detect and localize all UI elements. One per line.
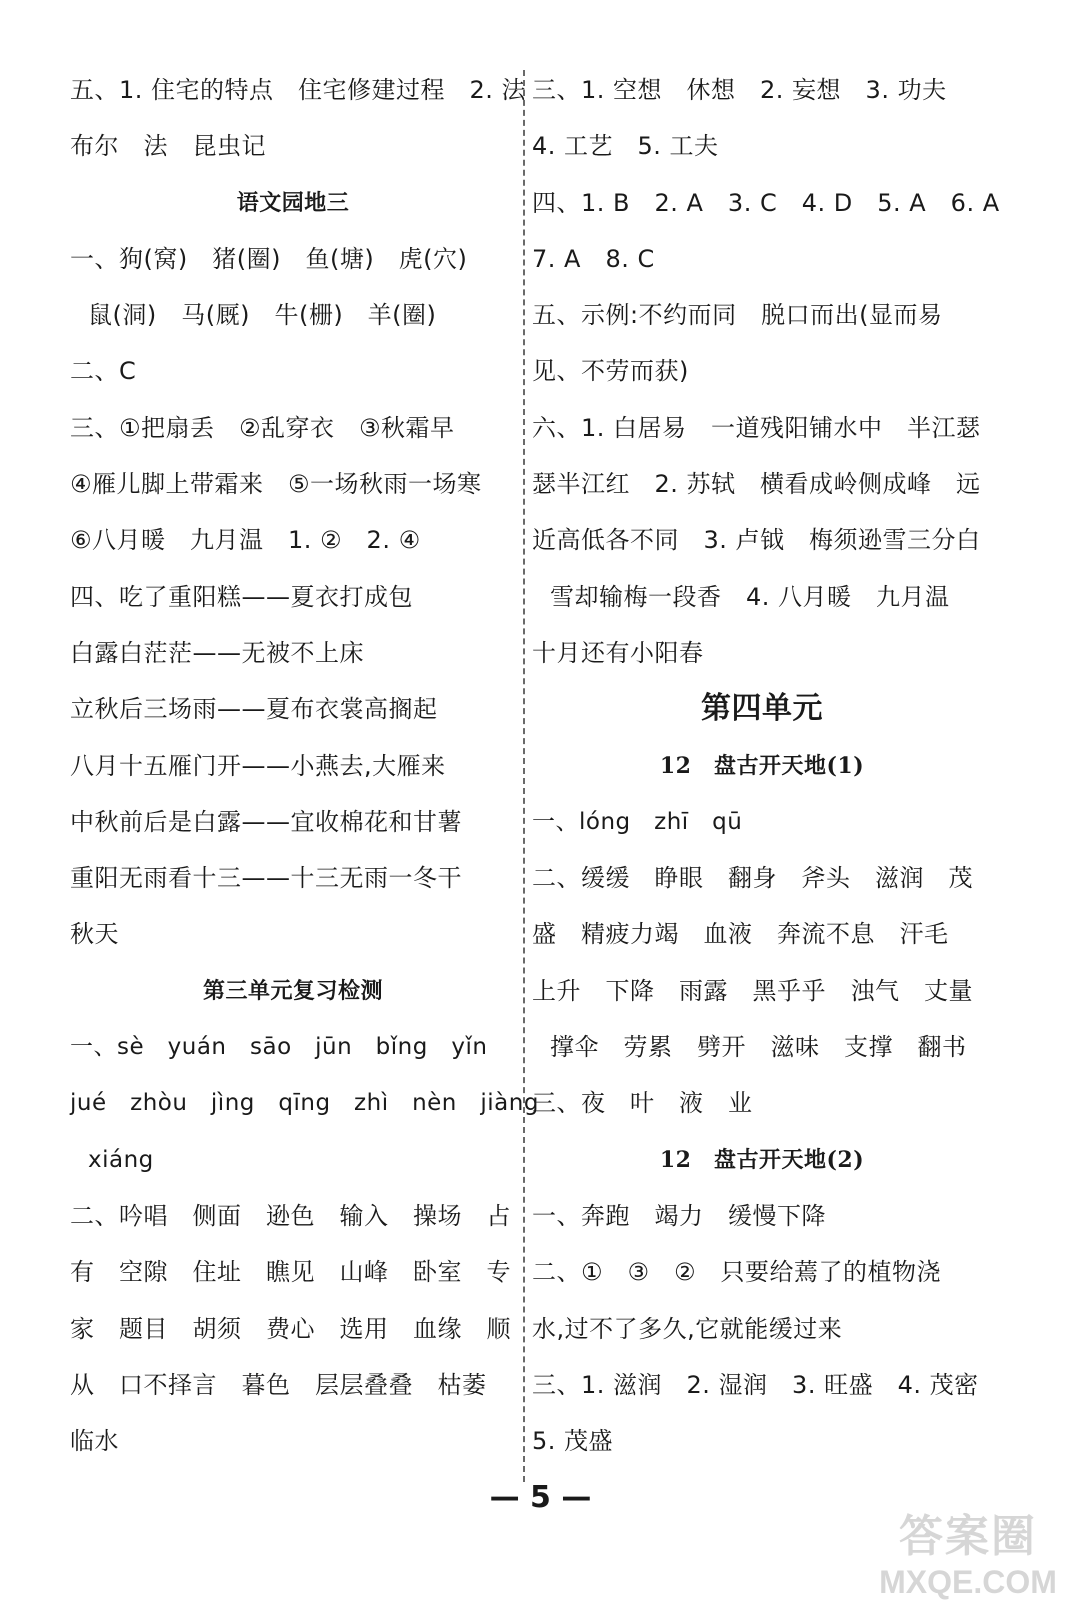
text-line: ④雁儿脚上带霜来 ⑤一场秋雨一场寒 — [70, 470, 482, 499]
text-line: 五、1. 住宅的特点 住宅修建过程 2. 法 — [70, 76, 527, 104]
text-line: 4. 工艺 5. 工夫 — [532, 132, 719, 161]
text-line: 撑伞 劳累 劈开 滋味 支撑 翻书 — [550, 1033, 967, 1062]
text-line: 临水 — [70, 1427, 119, 1456]
text-line: 四、吃了重阳糕——夏衣打成包 — [70, 582, 413, 611]
pinyin-line: 一、lóng zhī qū — [532, 808, 743, 835]
text-line: 从 口不择言 暮色 层层叠叠 枯萎 — [70, 1370, 487, 1399]
text-line: 三、1. 滋润 2. 湿润 3. 旺盛 4. 茂密 — [532, 1370, 979, 1399]
text-line: 八月十五雁门开——小燕去,大雁来 — [70, 751, 446, 780]
text-line: 瑟半江红 2. 苏轼 横看成岭侧成峰 远 — [532, 470, 981, 499]
watermark-url: MXQE.COM — [879, 1564, 1057, 1600]
text-line: 中秋前后是白露——宜收棉花和甘薯 — [70, 807, 462, 836]
text-line: 立秋后三场雨——夏布衣裳高搁起 — [70, 695, 438, 724]
pinyin-line: xiáng — [88, 1146, 154, 1173]
text-line: 三、1. 空想 休想 2. 妄想 3. 功夫 — [532, 76, 947, 104]
text-line: 二、缓缓 睁眼 翻身 斧头 滋润 茂 — [532, 864, 973, 893]
text-line: 布尔 法 昆虫记 — [70, 132, 266, 161]
watermark-logo — [873, 1500, 1063, 1600]
text-line: 鼠(洞) 马(厩) 牛(栅) 羊(圈) — [88, 301, 437, 330]
text-line: 三、夜 叶 液 业 — [532, 1089, 753, 1118]
text-line: 上升 下降 雨露 黑乎乎 浊气 丈量 — [532, 976, 973, 1005]
page-number: — 5 — — [489, 1480, 592, 1515]
text-line: 7. A 8. C — [532, 244, 655, 273]
left-column — [70, 62, 539, 1469]
text-line: 十月还有小阳春 — [532, 638, 704, 667]
text-line: 二、① ③ ② 只要给蔫了的植物浇 — [532, 1258, 942, 1287]
column-divider — [523, 70, 525, 1482]
text-line: 有 空隙 住址 瞧见 山峰 卧室 专 — [70, 1258, 511, 1287]
lesson-title: 12 盘古开天地(2) — [659, 1146, 865, 1173]
text-line: 5. 茂盛 — [532, 1427, 614, 1456]
text-line: 二、吟唱 侧面 逊色 输入 操场 占 — [70, 1201, 511, 1230]
section-title: 语文园地三 — [236, 189, 350, 216]
text-line: 家 题目 胡须 费心 选用 血缘 顺 — [70, 1314, 511, 1343]
text-line: ⑥八月暖 九月温 1. ② 2. ④ — [70, 526, 421, 555]
watermark-chars: 答案圈 — [899, 1511, 1037, 1562]
lesson-title: 12 盘古开天地(1) — [659, 752, 865, 779]
text-line: 二、C — [70, 357, 137, 386]
text-line: 见、不劳而获) — [532, 357, 689, 386]
pinyin-line: jué zhòu jìng qīng zhì nèn jiàng — [70, 1090, 539, 1117]
text-line: 雪却输梅一段香 4. 八月暖 九月温 — [550, 582, 950, 611]
section-title: 第三单元复习检测 — [202, 977, 383, 1004]
text-line: 六、1. 白居易 一道残阳铺水中 半江瑟 — [532, 413, 981, 442]
text-line: 秋天 — [70, 920, 119, 949]
text-line: 水,过不了多久,它就能缓过来 — [532, 1314, 843, 1343]
text-line: 近高低各不同 3. 卢钺 梅须逊雪三分白 — [532, 526, 981, 555]
right-column — [532, 62, 1000, 1469]
pinyin-line: 一、sè yuán sāo jūn bǐng yǐn — [70, 1034, 488, 1061]
text-line: 四、1. B 2. A 3. C 4. D 5. A 6. A — [532, 188, 1000, 217]
text-line: 一、狗(窝) 猪(圈) 鱼(塘) 虎(穴) — [70, 244, 468, 273]
text-line: 重阳无雨看十三——十三无雨一冬干 — [70, 864, 462, 893]
unit-heading: 第四单元 — [701, 691, 823, 727]
text-line: 白露白茫茫——无被不上床 — [70, 638, 364, 667]
text-line: 三、①把扇丢 ②乱穿衣 ③秋霜早 — [70, 413, 455, 442]
text-line: 五、示例:不约而同 脱口而出(显而易 — [532, 301, 943, 330]
text-line: 一、奔跑 竭力 缓慢下降 — [532, 1201, 826, 1230]
text-line: 盛 精疲力竭 血液 奔流不息 汗毛 — [532, 920, 949, 949]
